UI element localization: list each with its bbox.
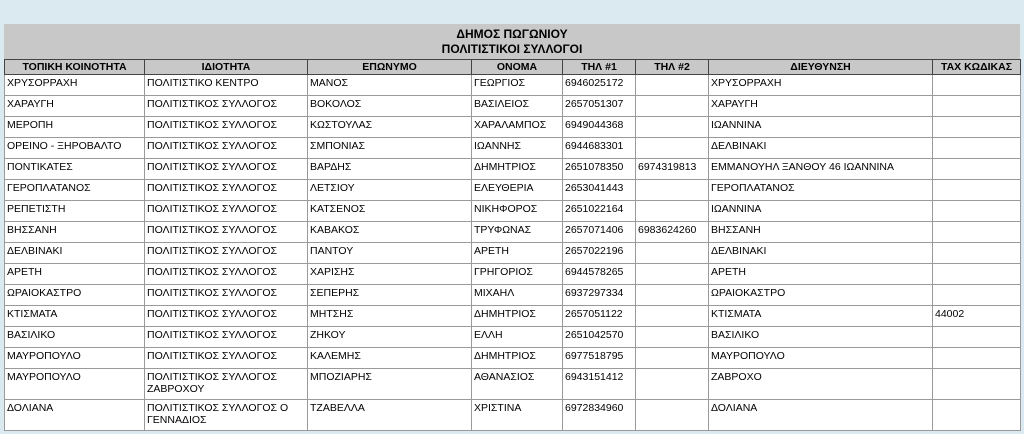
- cell-type[interactable]: ΠΟΛΙΤΙΣΤΙΚΟΣ ΣΥΛΛΟΓΟΣ: [145, 285, 308, 306]
- cell-address[interactable]: ΓΕΡΟΠΛΑΤΑΝΟΣ: [709, 180, 933, 201]
- cell-type[interactable]: ΠΟΛΙΤΙΣΤΙΚΟΣ ΣΥΛΛΟΓΟΣ: [145, 138, 308, 159]
- title-band: [4, 24, 1020, 59]
- cell-phone-2[interactable]: [636, 201, 709, 222]
- table-body: [5, 75, 1021, 431]
- table-row: [5, 96, 1021, 117]
- cell-postal-code[interactable]: [933, 369, 1021, 400]
- table-row: [5, 222, 1021, 243]
- header-postal-code[interactable]: ΤΑΧ ΚΩΔΙΚΑΣ: [933, 60, 1021, 75]
- table-row: [5, 117, 1021, 138]
- cell-community[interactable]: ΜΑΥΡΟΠΟΥΛΟ: [5, 348, 145, 369]
- table-row: [5, 285, 1021, 306]
- cell-phone-1[interactable]: 2657051122: [563, 306, 636, 327]
- cell-phone-2[interactable]: [636, 400, 709, 431]
- cell-phone-2[interactable]: [636, 75, 709, 96]
- cell-surname[interactable]: ΤΖΑΒΕΛΛΑ: [308, 400, 472, 431]
- cell-phone-2[interactable]: [636, 348, 709, 369]
- cell-first-name[interactable]: ΔΗΜΗΤΡΙΟΣ: [472, 159, 563, 180]
- cell-type[interactable]: ΠΟΛΙΤΙΣΤΙΚΟΣ ΣΥΛΛΟΓΟΣ Ο ΓΕΝΝΑΔΙΟΣ: [145, 400, 308, 431]
- cell-address[interactable]: ΧΑΡΑΥΓΗ: [709, 96, 933, 117]
- cell-phone-2[interactable]: [636, 327, 709, 348]
- header-address[interactable]: ΔΙΕΥΘΥΝΣΗ: [709, 60, 933, 75]
- cell-phone-2[interactable]: [636, 243, 709, 264]
- cell-postal-code[interactable]: [933, 75, 1021, 96]
- cell-type[interactable]: ΠΟΛΙΤΙΣΤΙΚΟΣ ΣΥΛΛΟΓΟΣ: [145, 180, 308, 201]
- cell-phone-1[interactable]: 6946025172: [563, 75, 636, 96]
- cell-phone-1[interactable]: 6943151412: [563, 369, 636, 400]
- cell-community[interactable]: ΔΕΛΒΙΝΑΚΙ: [5, 243, 145, 264]
- cell-phone-1[interactable]: 2657022196: [563, 243, 636, 264]
- header-phone-2[interactable]: ΤΗΛ #2: [636, 60, 709, 75]
- cell-first-name[interactable]: ΔΗΜΗΤΡΙΟΣ: [472, 348, 563, 369]
- table-row: [5, 159, 1021, 180]
- table-row: [5, 75, 1021, 96]
- cell-postal-code[interactable]: [933, 96, 1021, 117]
- cell-address[interactable]: ΖΑΒΡΟΧΟ: [709, 369, 933, 400]
- cell-phone-1[interactable]: 2657051307: [563, 96, 636, 117]
- cell-address[interactable]: ΩΡΑΙΟΚΑΣΤΡΟ: [709, 285, 933, 306]
- spreadsheet-sheet: [4, 24, 1020, 431]
- cell-phone-2[interactable]: [636, 180, 709, 201]
- cell-community[interactable]: ΟΡΕΙΝΟ - ΞΗΡΟΒΑΛΤΟ: [5, 138, 145, 159]
- cell-community[interactable]: ΜΑΥΡΟΠΟΥΛΟ: [5, 369, 145, 400]
- cell-phone-2[interactable]: 6974319813: [636, 159, 709, 180]
- cell-phone-1[interactable]: 6972834960: [563, 400, 636, 431]
- cell-postal-code[interactable]: [933, 180, 1021, 201]
- cell-address[interactable]: ΙΩΑΝΝΙΝΑ: [709, 117, 933, 138]
- cell-phone-2[interactable]: [636, 117, 709, 138]
- table-row: [5, 201, 1021, 222]
- cell-postal-code[interactable]: [933, 117, 1021, 138]
- cell-first-name[interactable]: ΜΙΧΑΗΛ: [472, 285, 563, 306]
- cell-phone-1[interactable]: 2653041443: [563, 180, 636, 201]
- cell-community[interactable]: ΠΟΝΤΙΚΑΤΕΣ: [5, 159, 145, 180]
- cell-first-name[interactable]: ΓΡΗΓΟΡΙΟΣ: [472, 264, 563, 285]
- cell-address[interactable]: ΔΟΛΙΑΝΑ: [709, 400, 933, 431]
- cell-surname[interactable]: ΛΕΤΣΙΟΥ: [308, 180, 472, 201]
- table-row: [5, 243, 1021, 264]
- cell-first-name[interactable]: ΧΡΙΣΤΙΝΑ: [472, 400, 563, 431]
- associations-table: [4, 59, 1021, 431]
- table-row: [5, 327, 1021, 348]
- cell-postal-code[interactable]: [933, 201, 1021, 222]
- cell-community[interactable]: ΒΑΣΙΛΙΚΟ: [5, 327, 145, 348]
- cell-type[interactable]: ΠΟΛΙΤΙΣΤΙΚΟΣ ΣΥΛΛΟΓΟΣ: [145, 201, 308, 222]
- cell-address[interactable]: ΔΕΛΒΙΝΑΚΙ: [709, 138, 933, 159]
- cell-postal-code[interactable]: [933, 285, 1021, 306]
- cell-surname[interactable]: ΚΑΤΣΕΝΟΣ: [308, 201, 472, 222]
- title-municipality[interactable]: ΔΗΜΟΣ ΠΩΓΩΝΙΟΥ: [456, 27, 568, 41]
- cell-first-name[interactable]: ΑΡΕΤΗ: [472, 243, 563, 264]
- cell-phone-1[interactable]: 6949044368: [563, 117, 636, 138]
- cell-phone-2[interactable]: [636, 306, 709, 327]
- table-row: [5, 264, 1021, 285]
- cell-postal-code[interactable]: [933, 159, 1021, 180]
- cell-type[interactable]: ΠΟΛΙΤΙΣΤΙΚΟ ΚΕΝΤΡΟ: [145, 75, 308, 96]
- table-row: [5, 400, 1021, 431]
- cell-phone-2[interactable]: 6983624260: [636, 222, 709, 243]
- cell-postal-code[interactable]: 44002: [933, 306, 1021, 327]
- cell-surname[interactable]: ΣΜΠΟΝΙΑΣ: [308, 138, 472, 159]
- cell-community[interactable]: ΩΡΑΙΟΚΑΣΤΡΟ: [5, 285, 145, 306]
- cell-address[interactable]: ΒΑΣΙΛΙΚΟ: [709, 327, 933, 348]
- cell-phone-2[interactable]: [636, 264, 709, 285]
- cell-type[interactable]: ΠΟΛΙΤΙΣΤΙΚΟΣ ΣΥΛΛΟΓΟΣ: [145, 96, 308, 117]
- cell-surname[interactable]: ΧΑΡΙΣΗΣ: [308, 264, 472, 285]
- cell-surname[interactable]: ΚΑΛΕΜΗΣ: [308, 348, 472, 369]
- cell-postal-code[interactable]: [933, 348, 1021, 369]
- cell-address[interactable]: ΕΜΜΑΝΟΥΗΛ ΞΑΝΘΟΥ 46 ΙΩΑΝΝΙΝΑ: [709, 159, 933, 180]
- cell-phone-2[interactable]: [636, 285, 709, 306]
- cell-community[interactable]: ΚΤΙΣΜΑΤΑ: [5, 306, 145, 327]
- cell-type[interactable]: ΠΟΛΙΤΙΣΤΙΚΟΣ ΣΥΛΛΟΓΟΣ ΖΑΒΡΟΧΟΥ: [145, 369, 308, 400]
- cell-phone-1[interactable]: 6977518795: [563, 348, 636, 369]
- cell-surname[interactable]: ΒΟΚΟΛΟΣ: [308, 96, 472, 117]
- table-row: [5, 138, 1021, 159]
- header-surname[interactable]: ΕΠΩΝΥΜΟ: [308, 60, 472, 75]
- cell-phone-1[interactable]: 2657071406: [563, 222, 636, 243]
- cell-first-name[interactable]: ΝΙΚΗΦΟΡΟΣ: [472, 201, 563, 222]
- cell-phone-1[interactable]: 2651078350: [563, 159, 636, 180]
- cell-community[interactable]: ΓΕΡΟΠΛΑΤΑΝΟΣ: [5, 180, 145, 201]
- cell-surname[interactable]: ΣΕΠΕΡΗΣ: [308, 285, 472, 306]
- cell-phone-2[interactable]: [636, 369, 709, 400]
- header-type[interactable]: ΙΔΙΟΤΗΤΑ: [145, 60, 308, 75]
- cell-surname[interactable]: ΜΗΤΣΗΣ: [308, 306, 472, 327]
- table-row: [5, 369, 1021, 400]
- cell-type[interactable]: ΠΟΛΙΤΙΣΤΙΚΟΣ ΣΥΛΛΟΓΟΣ: [145, 348, 308, 369]
- cell-type[interactable]: ΠΟΛΙΤΙΣΤΙΚΟΣ ΣΥΛΛΟΓΟΣ: [145, 264, 308, 285]
- cell-type[interactable]: ΠΟΛΙΤΙΣΤΙΚΟΣ ΣΥΛΛΟΓΟΣ: [145, 222, 308, 243]
- title-subtitle[interactable]: ΠΟΛΙΤΙΣΤΙΚΟΙ ΣΥΛΛΟΓΟΙ: [441, 42, 583, 56]
- cell-phone-1[interactable]: 2651022164: [563, 201, 636, 222]
- cell-phone-1[interactable]: 6944683301: [563, 138, 636, 159]
- cell-phone-2[interactable]: [636, 96, 709, 117]
- cell-surname[interactable]: ΖΗΚΟΥ: [308, 327, 472, 348]
- cell-address[interactable]: ΒΗΣΣΑΝΗ: [709, 222, 933, 243]
- cell-surname[interactable]: ΠΑΝΤΟΥ: [308, 243, 472, 264]
- cell-surname[interactable]: ΜΠΟΖΙΑΡΗΣ: [308, 369, 472, 400]
- table-row: [5, 306, 1021, 327]
- header-first-name[interactable]: ΟΝΟΜΑ: [472, 60, 563, 75]
- cell-address[interactable]: ΙΩΑΝΝΙΝΑ: [709, 201, 933, 222]
- cell-community[interactable]: ΔΟΛΙΑΝΑ: [5, 400, 145, 431]
- cell-type[interactable]: ΠΟΛΙΤΙΣΤΙΚΟΣ ΣΥΛΛΟΓΟΣ: [145, 159, 308, 180]
- cell-type[interactable]: ΠΟΛΙΤΙΣΤΙΚΟΣ ΣΥΛΛΟΓΟΣ: [145, 327, 308, 348]
- cell-community[interactable]: ΜΕΡΟΠΗ: [5, 117, 145, 138]
- cell-surname[interactable]: ΜΑΝΟΣ: [308, 75, 472, 96]
- header-community[interactable]: ΤΟΠΙΚΗ ΚΟΙΝΟΤΗΤΑ: [5, 60, 145, 75]
- cell-postal-code[interactable]: [933, 243, 1021, 264]
- cell-address[interactable]: ΜΑΥΡΟΠΟΥΛΟ: [709, 348, 933, 369]
- table-row: [5, 180, 1021, 201]
- cell-first-name[interactable]: ΤΡΥΦΩΝΑΣ: [472, 222, 563, 243]
- cell-postal-code[interactable]: [933, 400, 1021, 431]
- cell-type[interactable]: ΠΟΛΙΤΙΣΤΙΚΟΣ ΣΥΛΛΟΓΟΣ: [145, 306, 308, 327]
- cell-first-name[interactable]: ΑΘΑΝΑΣΙΟΣ: [472, 369, 563, 400]
- cell-phone-1[interactable]: 2651042570: [563, 327, 636, 348]
- cell-first-name[interactable]: ΕΛΕΥΘΕΡΙΑ: [472, 180, 563, 201]
- cell-address[interactable]: ΚΤΙΣΜΑΤΑ: [709, 306, 933, 327]
- cell-postal-code[interactable]: [933, 138, 1021, 159]
- cell-phone-1[interactable]: 6937297334: [563, 285, 636, 306]
- header-phone-1[interactable]: ΤΗΛ #1: [563, 60, 636, 75]
- cell-postal-code[interactable]: [933, 327, 1021, 348]
- cell-surname[interactable]: ΒΑΡΔΗΣ: [308, 159, 472, 180]
- cell-address[interactable]: ΑΡΕΤΗ: [709, 264, 933, 285]
- cell-first-name[interactable]: ΒΑΣΙΛΕΙΟΣ: [472, 96, 563, 117]
- cell-address[interactable]: ΧΡΥΣΟΡΡΑΧΗ: [709, 75, 933, 96]
- cell-postal-code[interactable]: [933, 264, 1021, 285]
- cell-type[interactable]: ΠΟΛΙΤΙΣΤΙΚΟΣ ΣΥΛΛΟΓΟΣ: [145, 243, 308, 264]
- cell-first-name[interactable]: ΕΛΛΗ: [472, 327, 563, 348]
- cell-surname[interactable]: ΚΑΒΑΚΟΣ: [308, 222, 472, 243]
- cell-postal-code[interactable]: [933, 222, 1021, 243]
- cell-first-name[interactable]: ΔΗΜΗΤΡΙΟΣ: [472, 306, 563, 327]
- header-row: [5, 60, 1021, 75]
- cell-community[interactable]: ΒΗΣΣΑΝΗ: [5, 222, 145, 243]
- cell-community[interactable]: ΧΡΥΣΟΡΡΑΧΗ: [5, 75, 145, 96]
- cell-type[interactable]: ΠΟΛΙΤΙΣΤΙΚΟΣ ΣΥΛΛΟΓΟΣ: [145, 117, 308, 138]
- cell-address[interactable]: ΔΕΛΒΙΝΑΚΙ: [709, 243, 933, 264]
- cell-surname[interactable]: ΚΩΣΤΟΥΛΑΣ: [308, 117, 472, 138]
- cell-first-name[interactable]: ΓΕΩΡΓΙΟΣ: [472, 75, 563, 96]
- cell-community[interactable]: ΧΑΡΑΥΓΗ: [5, 96, 145, 117]
- cell-community[interactable]: ΡΕΠΕΤΙΣΤΗ: [5, 201, 145, 222]
- cell-phone-2[interactable]: [636, 138, 709, 159]
- cell-community[interactable]: ΑΡΕΤΗ: [5, 264, 145, 285]
- cell-first-name[interactable]: ΙΩΑΝΝΗΣ: [472, 138, 563, 159]
- cell-phone-1[interactable]: 6944578265: [563, 264, 636, 285]
- table-row: [5, 348, 1021, 369]
- cell-first-name[interactable]: ΧΑΡΑΛΑΜΠΟΣ: [472, 117, 563, 138]
